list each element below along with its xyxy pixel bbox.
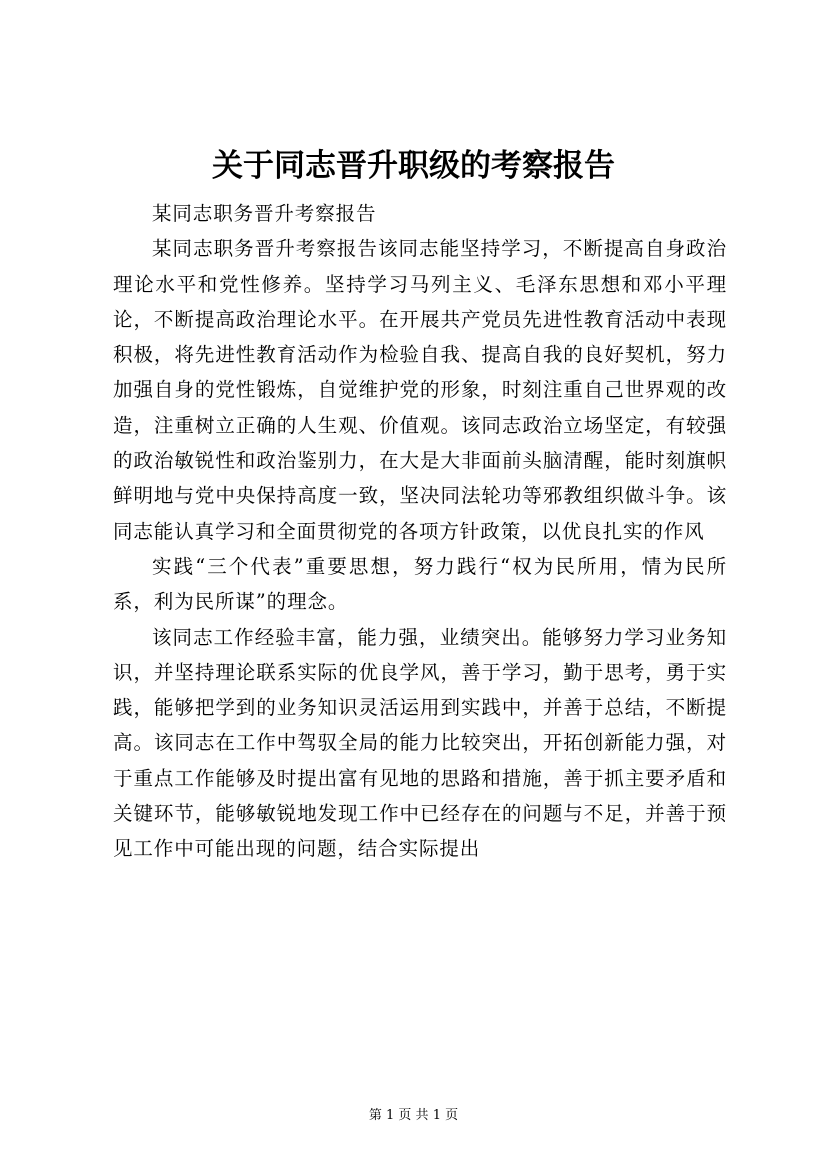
paragraph-political: 某同志职务晋升考察报告该同志能坚持学习，不断提高自身政治理论水平和党性修养。坚持学习马列主义、毛泽东思想和邓小平理论，不断提高政治理论水平。在开展共产党员先进性教育活动中表现积极，将先进性教育活动作为检验自我、提高自我的良好契机，努力加强自身的党性锻炼，自觉维护党的形象，时刻注重自己世界观的改造，注重树立正确的人生观、价值观。该同志政治立场坚定，有较强的政治敏锐性和政治鉴别力，在大是大非面前头脑清醒，能时刻旗帜鲜明地与党中央保持高度一致，坚决同法轮功等邪教组织做斗争。该同志能认真学习和全面贯彻党的各项方针政策，以优良扎实的作风	[113, 237, 727, 543]
document-title: 关于同志晋升职级的考察报告	[212, 148, 615, 184]
page-number-footer: 第 1 页 共 1 页	[368, 1108, 459, 1123]
paragraph-work-ability: 该同志工作经验丰富，能力强，业绩突出。能够努力学习业务知识，并坚持理论联系实际的优良学风，善于学习，勤于思考，勇于实践，能够把学到的业务知识灵活运用到实践中，并善于总结，不断提高。该同志在工作中驾驭全局的能力比较突出，开拓创新能力强，对于重点工作能够及时提出富有见地的思路和措施，善于抓主要矛盾和关键环节，能够敏锐地发现工作中已经存在的问题与不足，并善于预见工作中可能出现的问题，结合实际提出	[113, 625, 727, 861]
paragraph-three-represents: 实践“三个代表”重要思想，努力践行“权为民所用，情为民所系，利为民所谋”的理念。	[113, 554, 727, 614]
paragraph-subtitle: 某同志职务晋升考察报告	[152, 202, 377, 225]
document-body	[113, 196, 727, 867]
